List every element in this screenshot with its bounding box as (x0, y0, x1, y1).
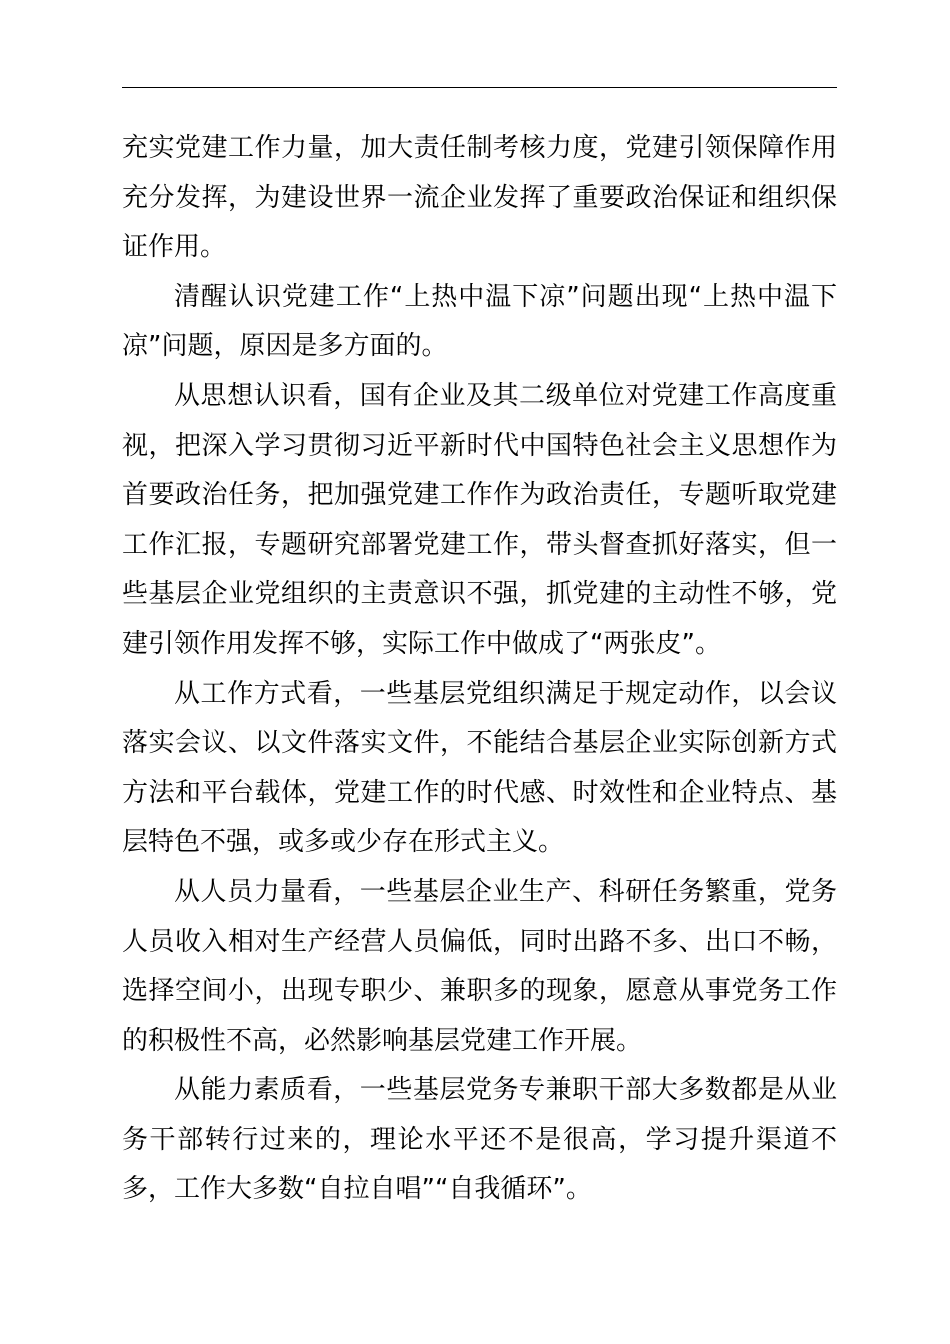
paragraph-staffing: 从人员力量看，一些基层企业生产、科研任务繁重，党务人员收入相对生产经营人员偏低，同时出路不多、出口不畅，选择空间小，出现专职少、兼职多的现象，愿意从事党务工作的积极性不高，必然影响基层党建工作开展。 (122, 876, 837, 1056)
paragraph-capability: 从能力素质看，一些基层党务专兼职干部大多数都是从业务干部转行过来的，理论水平还不是很高，学习提升渠道不多，工作大多数“自拉自唱”“自我循环”。 (122, 1075, 837, 1205)
header-rule (122, 87, 837, 88)
paragraph-work-method: 从工作方式看，一些基层党组织满足于规定动作，以会议落实会议、以文件落实文件，不能结合基层企业实际创新方式方法和平台载体，党建工作的时代感、时效性和企业特点、基层特色不强，或多或少存在形式主义。 (122, 678, 837, 858)
paragraph-continuation: 充实党建工作力量，加大责任制考核力度，党建引领保障作用充分发挥，为建设世界一流企业发挥了重要政治保证和组织保证作用。 (122, 133, 837, 263)
paragraph-problem-heading: 清醒认识党建工作“上热中温下凉”问题出现“上热中温下凉”问题，原因是多方面的。 (122, 281, 837, 362)
document-body (122, 124, 837, 1215)
paragraph-ideological-understanding: 从思想认识看，国有企业及其二级单位对党建工作高度重视，把深入学习贯彻习近平新时代中国特色社会主义思想作为首要政治任务，把加强党建工作作为政治责任，专题听取党建工作汇报，专题研究部署党建工作，带头督查抓好落实，但一些基层企业党组织的主责意识不强，抓党建的主动性不够，党建引领作用发挥不够，实际工作中做成了“两张皮”。 (122, 380, 837, 659)
